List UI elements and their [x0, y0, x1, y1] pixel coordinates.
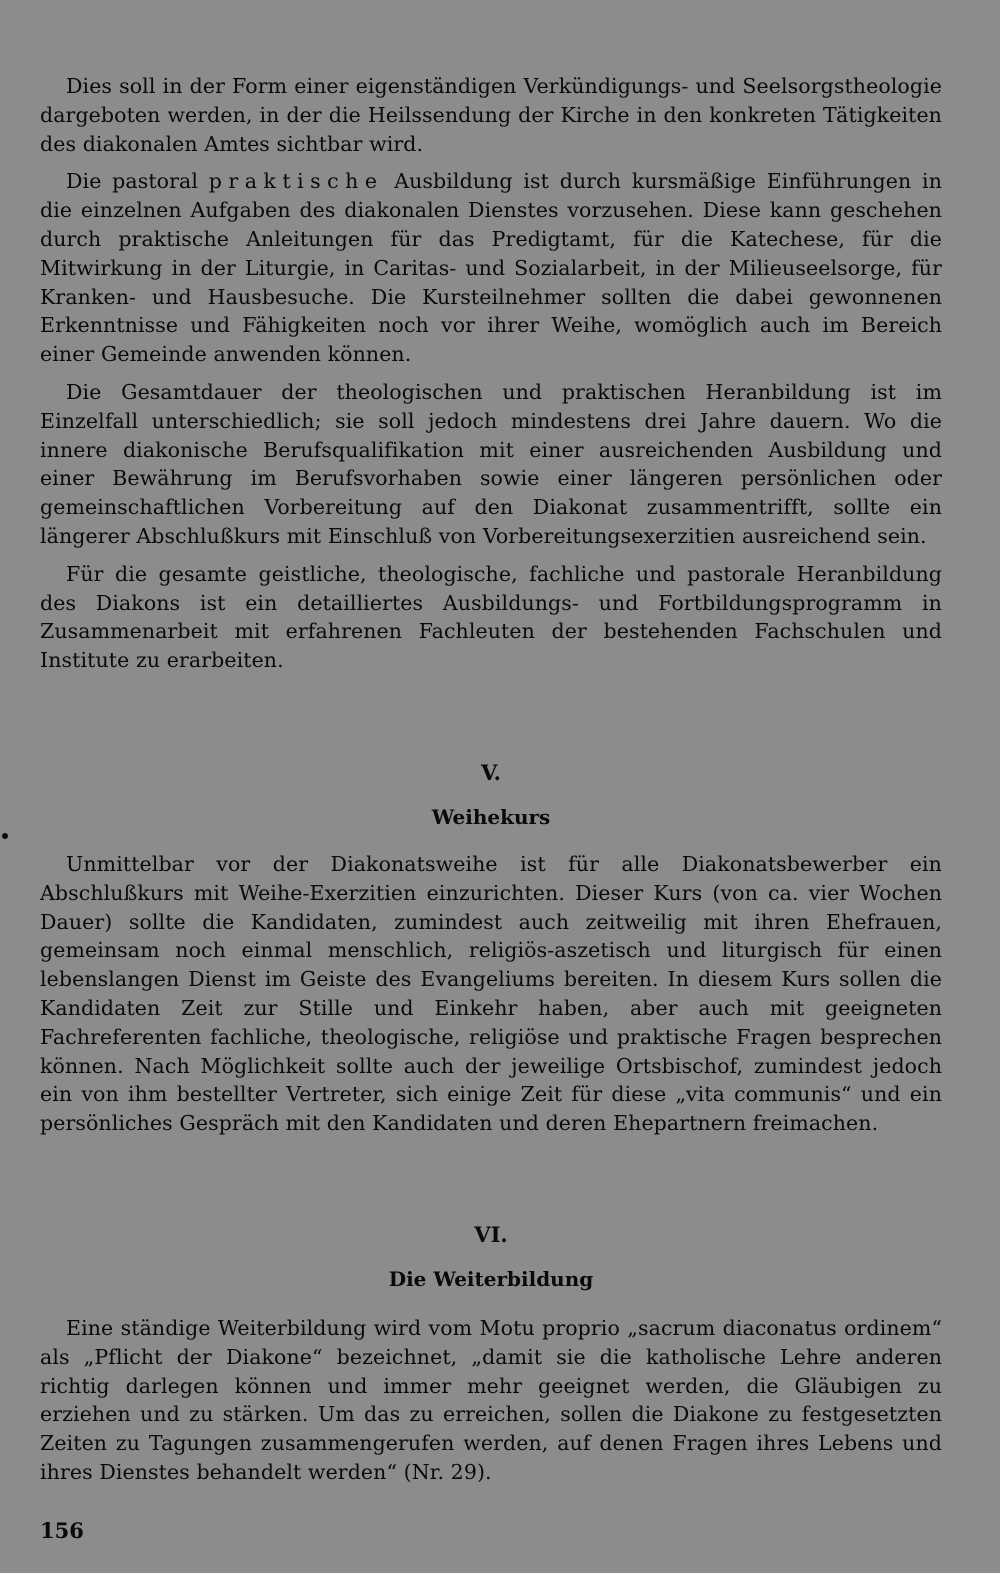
section-v-body: [40, 850, 942, 1147]
paragraph-verkuendigung: Dies soll in der Form einer eigenständigen Verkündigungs- und Seelsorgstheologie dargeboten werden, in der die Heilssendung der Kirche in den konkreten Tätigkeiten des diakonalen Amtes sichtbar wird.: [40, 74, 942, 156]
paragraph-weiterbildung: Eine ständige Weiterbildung wird vom Motu proprio „sacrum diaconatus ordinem“ als „Pflicht der Diakone“ bezeichnet, „damit sie die katholische Lehre anderen richtig darlegen können und immer mehr geeignet werden, die Gläubigen zu erziehen und zu stärken. Um das zu erreichen, sollen die Diakone zu festgesetzten Zeiten zu Tagungen zusammengerufen werden, auf denen Fragen ihres Lebens und ihres Dienstes behandelt werden“ (Nr. 29).: [40, 1316, 942, 1484]
paragraph-pastoral-praktische: [40, 167, 942, 369]
section-vi-body: [40, 1314, 942, 1496]
paragraph-gesamtdauer: Die Gesamtdauer der theologischen und praktischen Heranbildung ist im Einzelfall unterschiedlich; sie soll jedoch mindestens drei Jahre dauern. Wo die innere diakonische Berufsqualifikation mit einer ausreichenden Ausbildung und einer Bewährung im Berufsvorhaben sowie einer längeren persönlichen oder gemeinschaftlichen Vorbereitung auf den Diakonat zusammentrifft, sollte ein längerer Abschlußkurs mit Einschluß von Vorbereitungsexerzitien ausreichend sein.: [40, 379, 942, 548]
section-vi-title: Die Weiterbildung: [388, 1267, 594, 1291]
top-paragraphs: [40, 72, 942, 684]
section-vi-number: VI.: [474, 1222, 508, 1247]
page-number: 156: [40, 1518, 84, 1543]
section-v-number: V.: [481, 760, 501, 785]
section-v-title: Weihekurs: [431, 805, 551, 829]
paragraph-weihekurs: Unmittelbar vor der Diakonatsweihe ist für alle Diakonatsbewerber ein Abschlußkurs mit Weihe-Exerzitien einzurichten. Dieser Kurs (von ca. vier Wochen Dauer) sollte die Kandidaten, zumindest auch zeitweilig mit ihren Ehefrauen, gemeinsam noch einmal menschlich, religiös-aszetisch und liturgisch für einen lebenslangen Dienst im Geiste des Evangeliums bereiten. In diesem Kurs sollen die Kandidaten Zeit zur Stille und Einkehr haben, aber auch mit geeigneten Fachreferenten fachliche, theologische, religiöse und praktische Fragen besprechen können. Nach Möglichkeit sollte auch der jeweilige Ortsbischof, zumindest jedoch ein von ihm bestellter Vertreter, sich einige Zeit für diese „vita communis“ und ein persönliches Gespräch mit den Kandidaten und deren Ehepartnern freimachen.: [40, 852, 942, 1136]
paragraph-ausbildungsprogramm: Für die gesamte geistliche, theologische, fachliche und pastorale Heranbildung des Diakons ist ein detailliertes Ausbildungs- und Fortbildungsprogramm in Zusammenarbeit mit erfahrenen Fachleuten der bestehenden Fachschulen und Institute zu erarbeiten.: [40, 561, 942, 673]
emphasis-praktische: praktische: [208, 169, 384, 194]
paragraph-segment: Die pastoral: [66, 169, 209, 194]
margin-mark: [2, 833, 8, 839]
paragraph-segment: Ausbildung ist durch kursmäßige Einführungen in die einzelnen Aufgaben des diakonalen Dienstes vorzusehen. Diese kann geschehen durch praktische Anleitungen für das Predigtamt, für die Katechese, für die Mitwirkung in der Liturgie, in Caritas- und Sozialarbeit, in der Milieuseelsorge, für Kranken- und Hausbesuche. Die Kursteilnehmer sollten die dabei gewonnenen Erkenntnisse und Fähigkeiten noch vor ihrer Weihe, womöglich auch im Bereich einer Gemeinde anwenden können.: [40, 169, 942, 367]
